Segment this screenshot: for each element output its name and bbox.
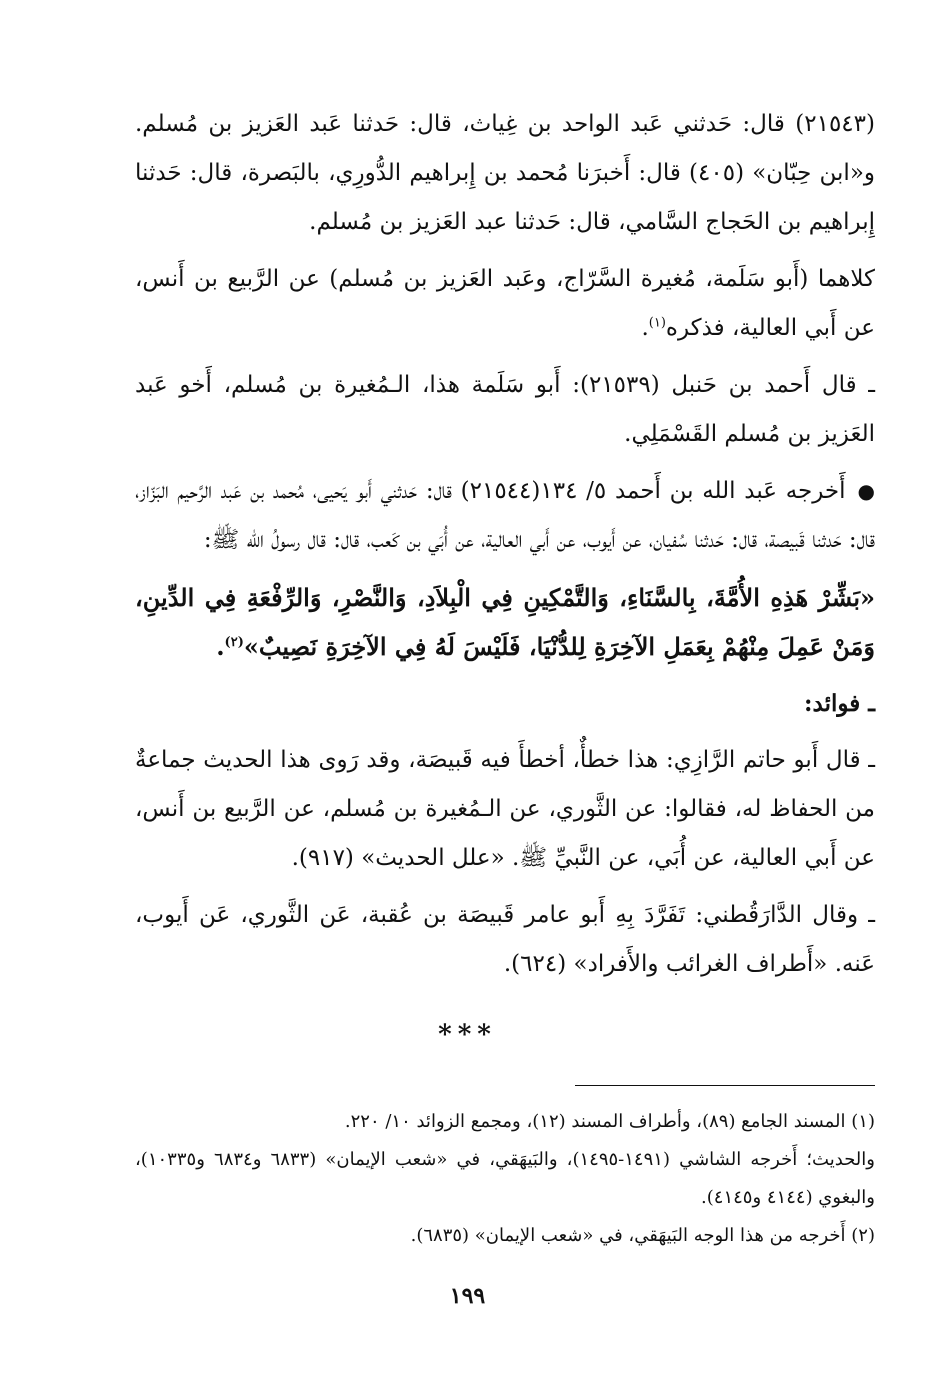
main-text	[135, 100, 875, 997]
paragraph-both-narrators: كلاهما (أَبو سَلَمة، مُغيرة السَّرّاج، وعَبد العَزيز بن مُسلم) عن الرَّبيع بن أَنس، عن أَبي العالية، فذكره$^{(١)}$.	[135, 266, 875, 341]
footnote-2: (٢) أَخرجه من هذا الوجه البَيهَقي، في «شعب الإيمان» (٦٨٣٥).	[410, 1225, 875, 1246]
paragraph-ahmad-comment: ـ قال أَحمد بن حَنبل (٢١٥٣٩): أَبو سَلَمة هذا، الـمُغيرة بن مُسلم، أَخو عَبد العَزيز بن مُسلم القَسْمَلِي.	[135, 372, 875, 447]
page-number: ١٩٩	[449, 1283, 486, 1309]
paragraph-both-narrators-text: كلاهما (أَبو سَلَمة، مُغيرة السَّرّاج، وعَبد العَزيز بن مُسلم) عن الرَّبيع بن أَنس، عن أَبي العالية، فذكره	[135, 266, 875, 341]
hadith-quote: «بَشِّرْ هَذِهِ الأُمَّةَ، بِالسَّنَاءِ، وَالتَّمْكِينِ فِي الْبِلاَدِ، وَالنَّصْرِ، وَالرِّفْعَةِ فِي الدِّينِ، وَمَنْ عَمِلَ مِنْهُمْ بِعَمَلِ الآخِرَةِ لِلدُّنْيَا، فَلَيْسَ لَهُ فِي الآخِرَةِ نَصِيبٌ»	[135, 583, 875, 661]
paragraph-takhrij-text: أَخرجه عَبد الله بن أَحمد ٥/ ١٣٤(٢١٥٤٤) قال: حَدثني أَبو يَحيى، مُحمد بن عَبد الرَّحيم البَزّاز، قال: حَدثنا قَبيصة، قال: حَدثنا سُفيان، عن أَيوب، عن أَبي العالية، عن أُبَي بن كَعب، قال: قال رسولُ الله ﷺ:	[135, 478, 875, 553]
section-separator: ***	[438, 1020, 497, 1050]
paragraph-abu-hatim: ـ قال أَبو حاتم الرَّازِي: هذا خطأٌ، أخطأَ فيه قَبيصَة، وقد رَوى هذا الحديث جماعةٌ من الحفاظ له، فقالوا: عن الثَّوري، عن الـمُغيرة بن مُسلم، عن الرَّبيع بن أَنس، عن أَبي العالية، عن أُبَي، عن النَّبيِّ ﷺ. «علل الحديث» (٩١٧).	[135, 747, 875, 871]
footnote-1-line1: (١) المسند الجامع (٨٩)، وأطراف المسند (١٢)، ومجمع الزوائد ١٠/ ٢٢٠.	[344, 1111, 875, 1132]
bullet-icon: ●	[857, 479, 875, 503]
benefits-heading: ـ فوائد:	[804, 690, 875, 717]
paragraph-isnad: (٢١٥٤٣) قال: حَدثني عَبد الواحد بن غِياث، قال: حَدثنا عَبد العَزيز بن مُسلم. و«ابن حِبّان» (٤٠٥) قال: أَخبرَنا مُحمد بن إِبراهيم الدُّورِي، بالبَصرة، قال: حَدثنا إِبراهيم بن الحَجاج السَّامي، قال: حَدثنا عبد العَزيز بن مُسلم.	[135, 111, 876, 235]
hadith-text: «بَشِّرْ هَذِهِ الأُمَّةَ، بِالسَّنَاءِ، وَالتَّمْكِينِ فِي الْبِلاَدِ، وَالنَّصْرِ، وَالرِّفْعَةِ فِي الدِّينِ، وَمَنْ عَمِلَ مِنْهُمْ بِعَمَلِ الآخِرَةِ لِلدُّنْيَا، فَلَيْسَ لَهُ فِي الآخِرَةِ نَصِيبٌ»$^{(٢)}$.	[135, 583, 875, 661]
footnote-ref-1: (١)	[648, 315, 666, 331]
footnote-1-line2: والحديث؛ أَخرجه الشاشي (١٤٩١-١٤٩٥)، والبَيهَقي، في «شعب الإيمان» (٦٨٣٣ و٦٨٣٤ و١٠٣٣٥)، والبغوي (٤١٤٤ و٤١٤٥).	[135, 1149, 875, 1208]
paragraph-takhrij	[135, 467, 875, 565]
footnote-ref-2: (٢)	[224, 635, 244, 650]
footnote-divider	[575, 1085, 875, 1086]
footnotes	[135, 1103, 875, 1255]
paragraph-daraqutni: ـ وقال الدَّارَقُطني: تَفَرَّدَ بِهِ أَبو عامر قَبيصَة بن عُقبة، عَن الثَّوري، عَن أَيوب، عَنه. «أَطراف الغرائب والأَفراد» (٦٢٤).	[135, 902, 875, 977]
